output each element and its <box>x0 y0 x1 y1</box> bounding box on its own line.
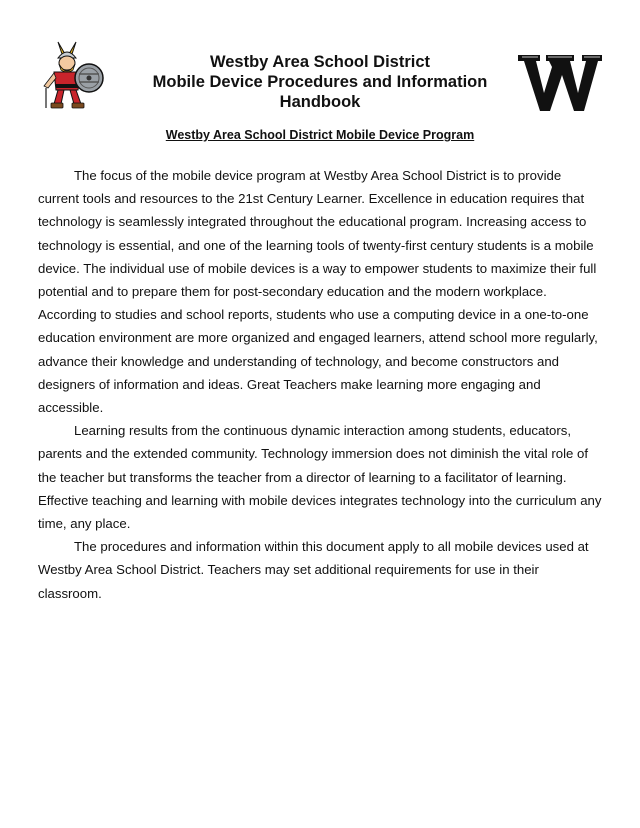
body-text <box>38 164 604 605</box>
paragraph-program-focus: The focus of the mobile device program at Westby Area School District is to provide current tools and resources to the 21st Century Learner. Excellence in education requires that technology is seamlessly integrated throughout the educational program. Increasing access to technology is essential, and one of the learning tools of twenty-first century students is a mobile device. The individual use of mobile devices is a way to empower students to maximize their full potential and to prepare them for post-secondary education and the modern workplace. According to studies and school reports, students who use a computing device in a one-to-one education environment are more organized and engaged learners, attend school more regularly, advance their knowledge and understanding of technology, and become constructors and designers of information and ideas. Great Teachers make learning more engaging and accessible. <box>38 168 598 416</box>
w-letter-logo <box>518 53 602 113</box>
norseman-mascot-logo <box>34 38 108 112</box>
document-title <box>120 52 520 112</box>
title-line-district: Westby Area School District <box>209 53 431 71</box>
section-heading: Westby Area School District Mobile Device Program <box>165 128 475 142</box>
title-line-handbook: Handbook <box>279 93 361 111</box>
paragraph-procedures-scope: The procedures and information within this document apply to all mobile devices used at Westby Area School District. Teachers may set additional requirements for use in their classroom. <box>38 539 589 601</box>
title-line-subject: Mobile Device Procedures and Information <box>152 73 488 91</box>
paragraph-learning-results: Learning results from the continuous dynamic interaction among students, educators, parents and the extended community. Technology immersion does not diminish the vital role of the teacher but transforms the teacher from a director of learning to a facilitator of learning. Effective teaching and learning with mobile devices integrates technology into the curriculum any time, any place. <box>38 423 602 532</box>
